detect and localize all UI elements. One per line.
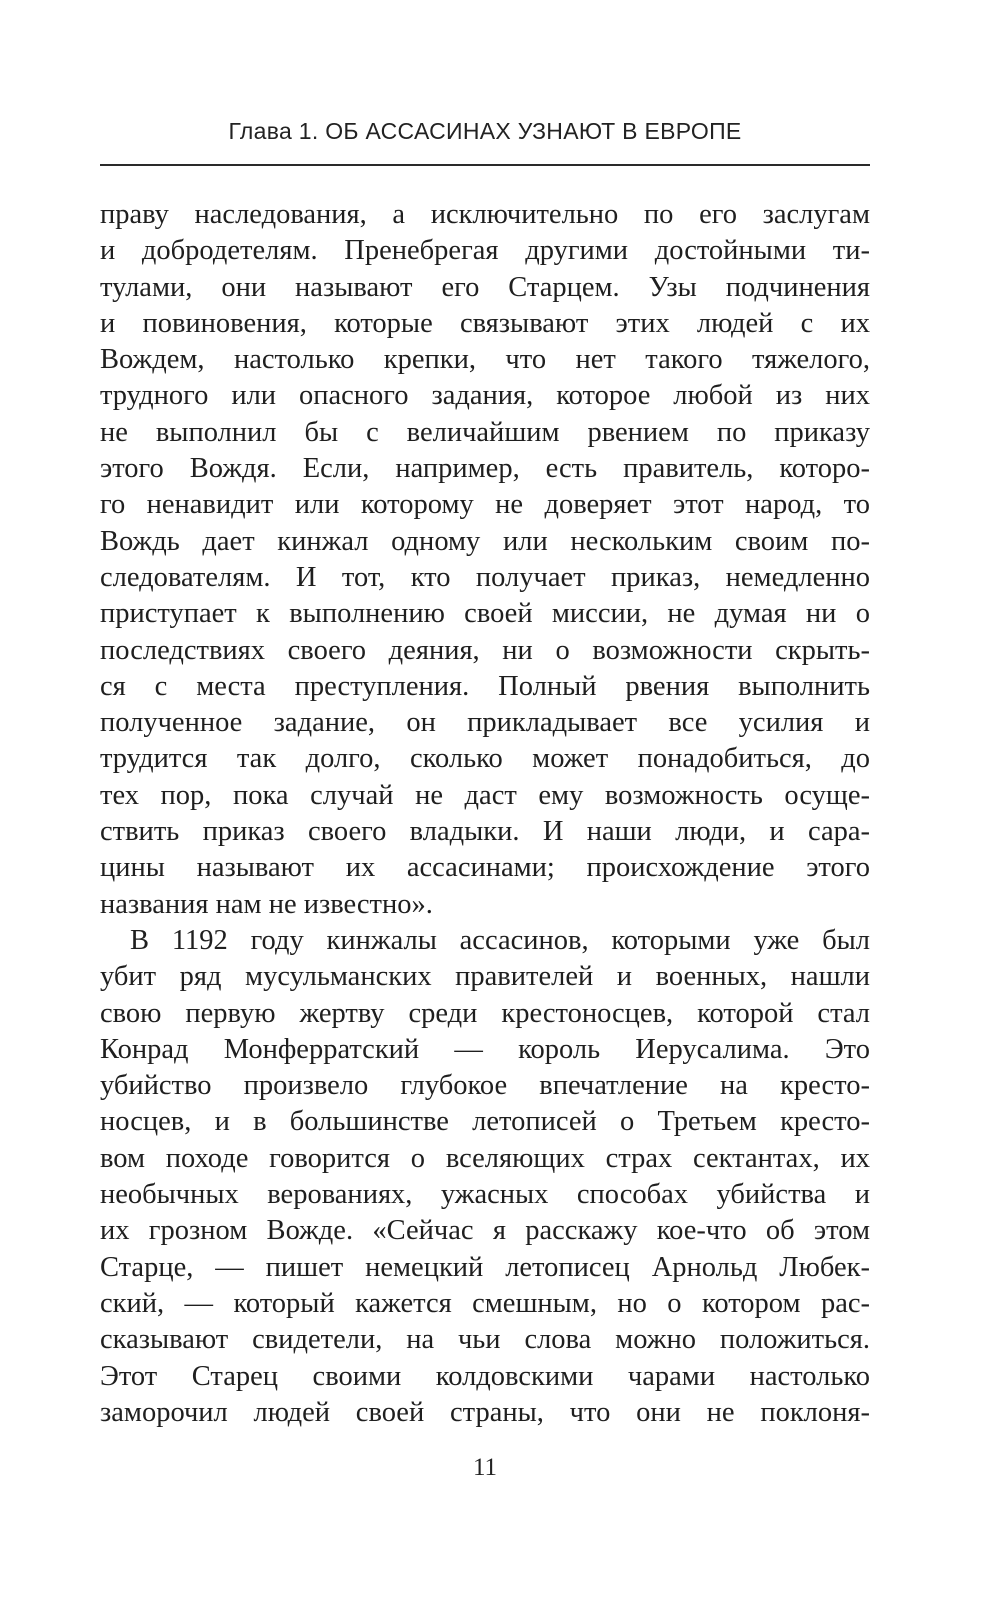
text-line: ский, — который кажется смешным, но о котором рас-	[100, 1287, 870, 1319]
text-line: Этот Старец своими колдовскими чарами настолько	[100, 1360, 870, 1392]
text-line: заморочил людей своей страны, что они не поклоня-	[100, 1396, 870, 1428]
text-line: Старце, — пишет немецкий летописец Арнольд Любек-	[100, 1251, 870, 1283]
text-line: сказывают свидетели, на чьи слова можно положиться.	[100, 1324, 870, 1356]
text-line: и добродетелям. Пренебрегая другими достойными ти-	[100, 235, 870, 267]
text-line: цины называют их ассасинами; происхождение этого	[100, 852, 870, 884]
text-line: вом походе говорится о вселяющих страх сектантах, их	[100, 1142, 870, 1174]
header-rule	[100, 164, 870, 166]
text-line: убийство произвело глубокое впечатление на кресто-	[100, 1070, 870, 1102]
text-line: их грозном Вожде. «Сейчас я расскажу кое-что об этом	[100, 1215, 870, 1247]
text-line: тулами, они называют его Старцем. Узы подчинения	[100, 271, 870, 303]
text-line: Вождь дает кинжал одному или нескольким своим по-	[100, 525, 870, 557]
text-line: го ненавидит или которому не доверяет этот народ, то	[100, 489, 870, 521]
running-head: Глава 1. ОБ АССАСИНАХ УЗНАЮТ В ЕВРОПЕ	[228, 118, 742, 144]
text-line: убит ряд мусульманских правителей и военных, нашли	[100, 961, 870, 993]
text-line: не выполнил бы с величайшим рвением по приказу	[100, 416, 870, 448]
text-line: следователям. И тот, кто получает приказ, немедленно	[100, 561, 870, 593]
text-line: ствить приказ своего владыки. И наши люди, и сара-	[100, 816, 870, 848]
text-line: тех пор, пока случай не даст ему возможность осуще-	[100, 779, 870, 811]
text-line: трудного или опасного задания, которое любой из них	[100, 380, 870, 412]
text-line: Вождем, настолько крепки, что нет такого тяжелого,	[100, 344, 870, 376]
text-line: Конрад Монферратский — король Иерусалима. Это	[100, 1033, 870, 1065]
body-text	[100, 197, 870, 1431]
text-line: свою первую жертву среди крестоносцев, которой стал	[100, 997, 870, 1029]
text-line: приступает к выполнению своей миссии, не думая ни о	[100, 598, 870, 630]
text-line: этого Вождя. Если, например, есть правитель, которо-	[100, 453, 870, 485]
text-line: последствиях своего деяния, ни о возможности скрыть-	[100, 634, 870, 666]
text-line: трудится так долго, сколько может понадобиться, до	[100, 743, 870, 775]
text-line: необычных верованиях, ужасных способах убийства и	[100, 1179, 870, 1211]
text-line: полученное задание, он прикладывает все усилия и	[100, 707, 870, 739]
text-line: В 1192 году кинжалы ассасинов, которыми уже был	[130, 924, 870, 956]
text-line: ся с места преступления. Полный рвения выполнить	[100, 670, 870, 702]
text-line: и повиновения, которые связывают этих людей с их	[100, 307, 870, 339]
page-number: 11	[472, 1454, 498, 1481]
text-line: названия нам не известно».	[100, 888, 433, 920]
text-line: носцев, и в большинстве летописей о Третьем кресто-	[100, 1106, 870, 1138]
text-line: праву наследования, а исключительно по его заслугам	[100, 199, 870, 230]
